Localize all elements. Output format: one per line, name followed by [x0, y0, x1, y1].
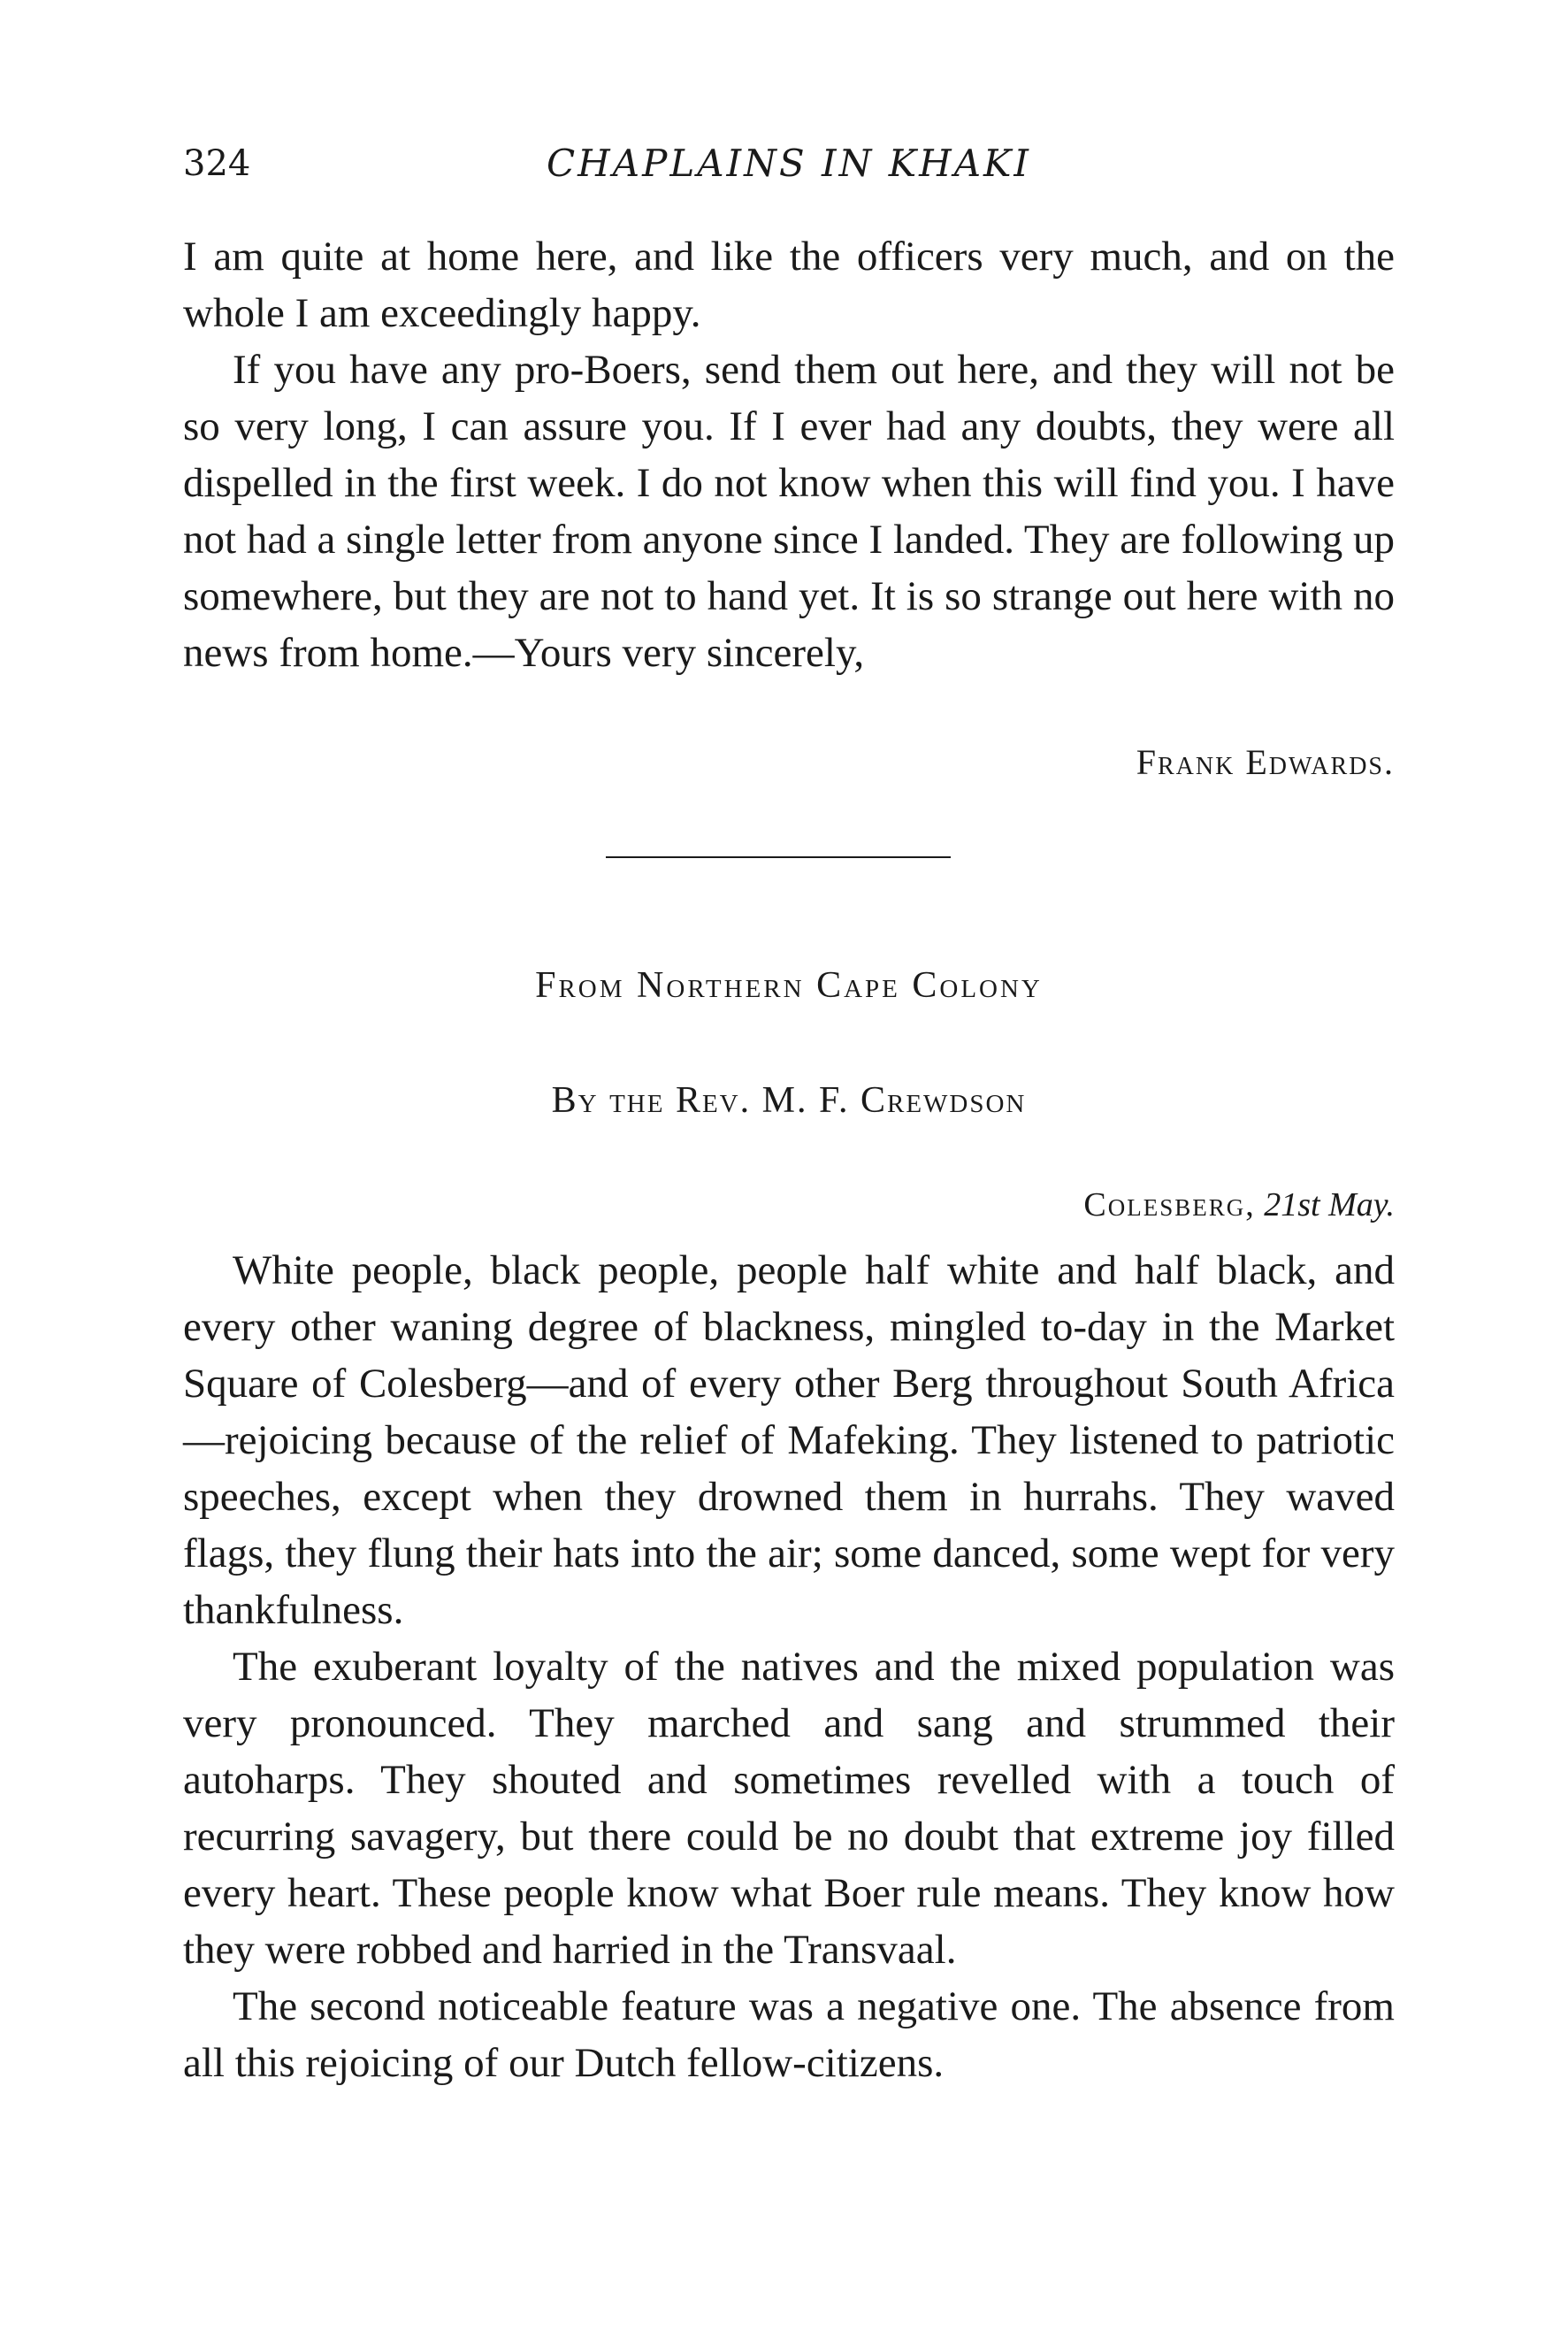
section-text [183, 1242, 1395, 2091]
dateline [1083, 1178, 1395, 1231]
section-paragraph-2: The exuberant loyalty of the natives and the mixed population was very pronounced. They marched and sang and strummed their autoharps. They shouted and sometimes revelled with a touch of recurring savagery, but there could be no doubt that extreme joy filled every heart. These people know what Boer rule means. They know how they were robbed and harried in the Transvaal. [183, 1644, 1395, 1973]
section-paragraph-3: The second noticeable feature was a negative one. The absence from all this rejoicing of our Dutch fellow-citizens. [183, 1983, 1395, 2086]
dateline-date: 21st May. [1264, 1186, 1395, 1223]
letter-text [183, 228, 1395, 681]
page-header [183, 133, 1395, 195]
section-paragraph-1: White people, black people, people half white and half black, and every other waning degree of blackness, mingled to-day in the Market Square of Colesberg—and of every other Berg throughout South Africa—rejoicing because of the relief of Mafeking. They listened to patriotic speeches, except when they drowned them in hurrahs. They waved flags, they flung their hats into the air; some danced, some wept for very thankfulness. [183, 1247, 1395, 1633]
running-title: CHAPLAINS IN KHAKI [546, 142, 1032, 185]
page-number: 324 [183, 143, 251, 184]
letter-paragraph-2: If you have any pro-Boers, send them out here, and they will not be so very long, I can assure you. If I ever had any doubts, they were all dispelled in the first week. I do not know when this will find you. I have not had a single letter from anyone since I landed. They are following up somewhere, but they are not to hand yet. It is so strange out here with no news from home.—Yours very sincerely, [183, 347, 1395, 676]
letter-paragraph-1: I am quite at home here, and like the officers very much, and on the whole I am exceedingly happy. [183, 234, 1395, 336]
section-title: From Northern Cape Colony [535, 965, 1043, 1006]
dateline-place: Colesberg, [1083, 1186, 1256, 1223]
section-byline: By the Rev. M. F. Crewdson [551, 1080, 1027, 1121]
letter-signature: Frank Edwards. [1136, 742, 1395, 782]
section-divider [606, 856, 951, 858]
